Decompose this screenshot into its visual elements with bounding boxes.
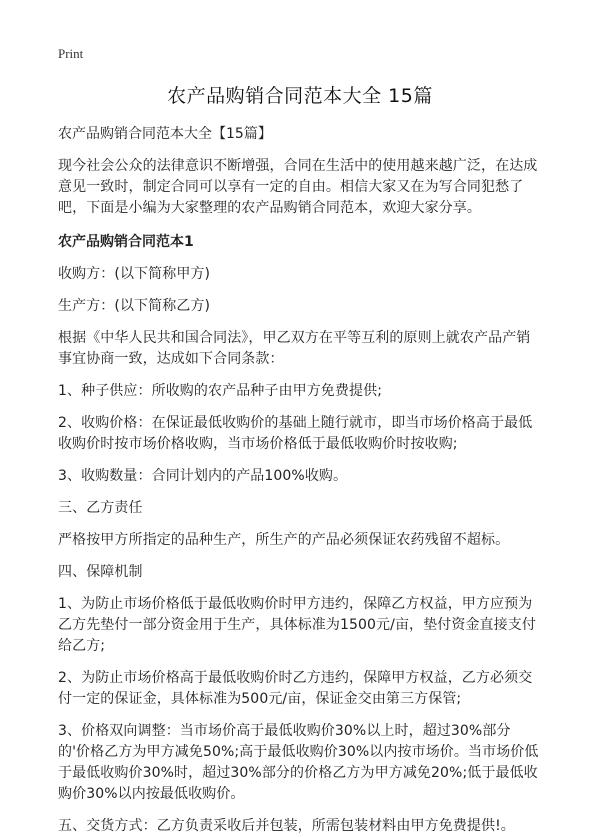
clause-2: 2、收购价格：在保证最低收购价的基础上随行就市，即当市场价格高于最低收购价时按市场价格收购，当市场价格低于最低收购价时按收购;: [58, 415, 533, 452]
clause-1: 1、种子供应：所收购的农产品种子由甲方免费提供;: [58, 383, 383, 399]
section-heading: 农产品购销合同范本1: [58, 234, 194, 250]
part-5-text: 五、交货方式：乙方负责采收后并包装，所需包装材料由甲方免费提供!。: [58, 818, 515, 834]
print-label: Print: [58, 46, 84, 61]
part-4-item-2: 2、为防止市场价格高于最低收购价时乙方违约，保障甲方权益，乙方必须交付一定的保证金，具体标准为500元/亩，保证金交由第三方保管;: [58, 670, 533, 707]
document-subtitle: 农产品购销合同范本大全【15篇】: [58, 126, 272, 142]
part-4-heading: 四、保障机制: [58, 564, 143, 580]
preamble-paragraph: 根据《中华人民共和国合同法》，甲乙双方在平等互利的原则上就农产品产销事宜协商一致，达成如下合同条款：: [58, 330, 531, 367]
part-4-item-1: 1、为防止市场价格低于最低收购价时甲方违约，保障乙方权益，甲方应预为乙方先垫付一部分资金用于生产，具体标准为1500元/亩，垫付资金直接支付给乙方;: [58, 596, 536, 654]
part-4-item-3: 3、价格双向调整：当市场价高于最低收购价30%以上时，超过30%部分的'价格乙方为甲方减免50%;高于最低收购价30%以内按市场价。当市场价低于最低收购价30%时，超过30%部分的价格乙方为甲方减免20%;低于最低收购价30%以内按最低收购价。: [58, 723, 539, 802]
buyer-line: 收购方：(以下简称甲方): [58, 266, 211, 282]
part-3-heading: 三、乙方责任: [58, 500, 143, 516]
document-title: 农产品购销合同范本大全 15篇: [167, 85, 433, 107]
intro-paragraph: 现今社会公众的法律意识不断增强，合同在生活中的使用越来越广泛，在达成意见一致时，制定合同可以享有一定的自由。相信大家又在为写合同犯愁了吧，下面是小编为大家整理的农产品购销合同范本，欢迎大家分享。: [58, 158, 538, 216]
part-3-text: 严格按甲方所指定的品种生产，所生产的产品必须保证农药残留不超标。: [58, 532, 510, 548]
clause-3: 3、收购数量：合同计划内的产品100%收购。: [58, 468, 348, 484]
producer-line: 生产方：(以下简称乙方): [58, 298, 211, 314]
